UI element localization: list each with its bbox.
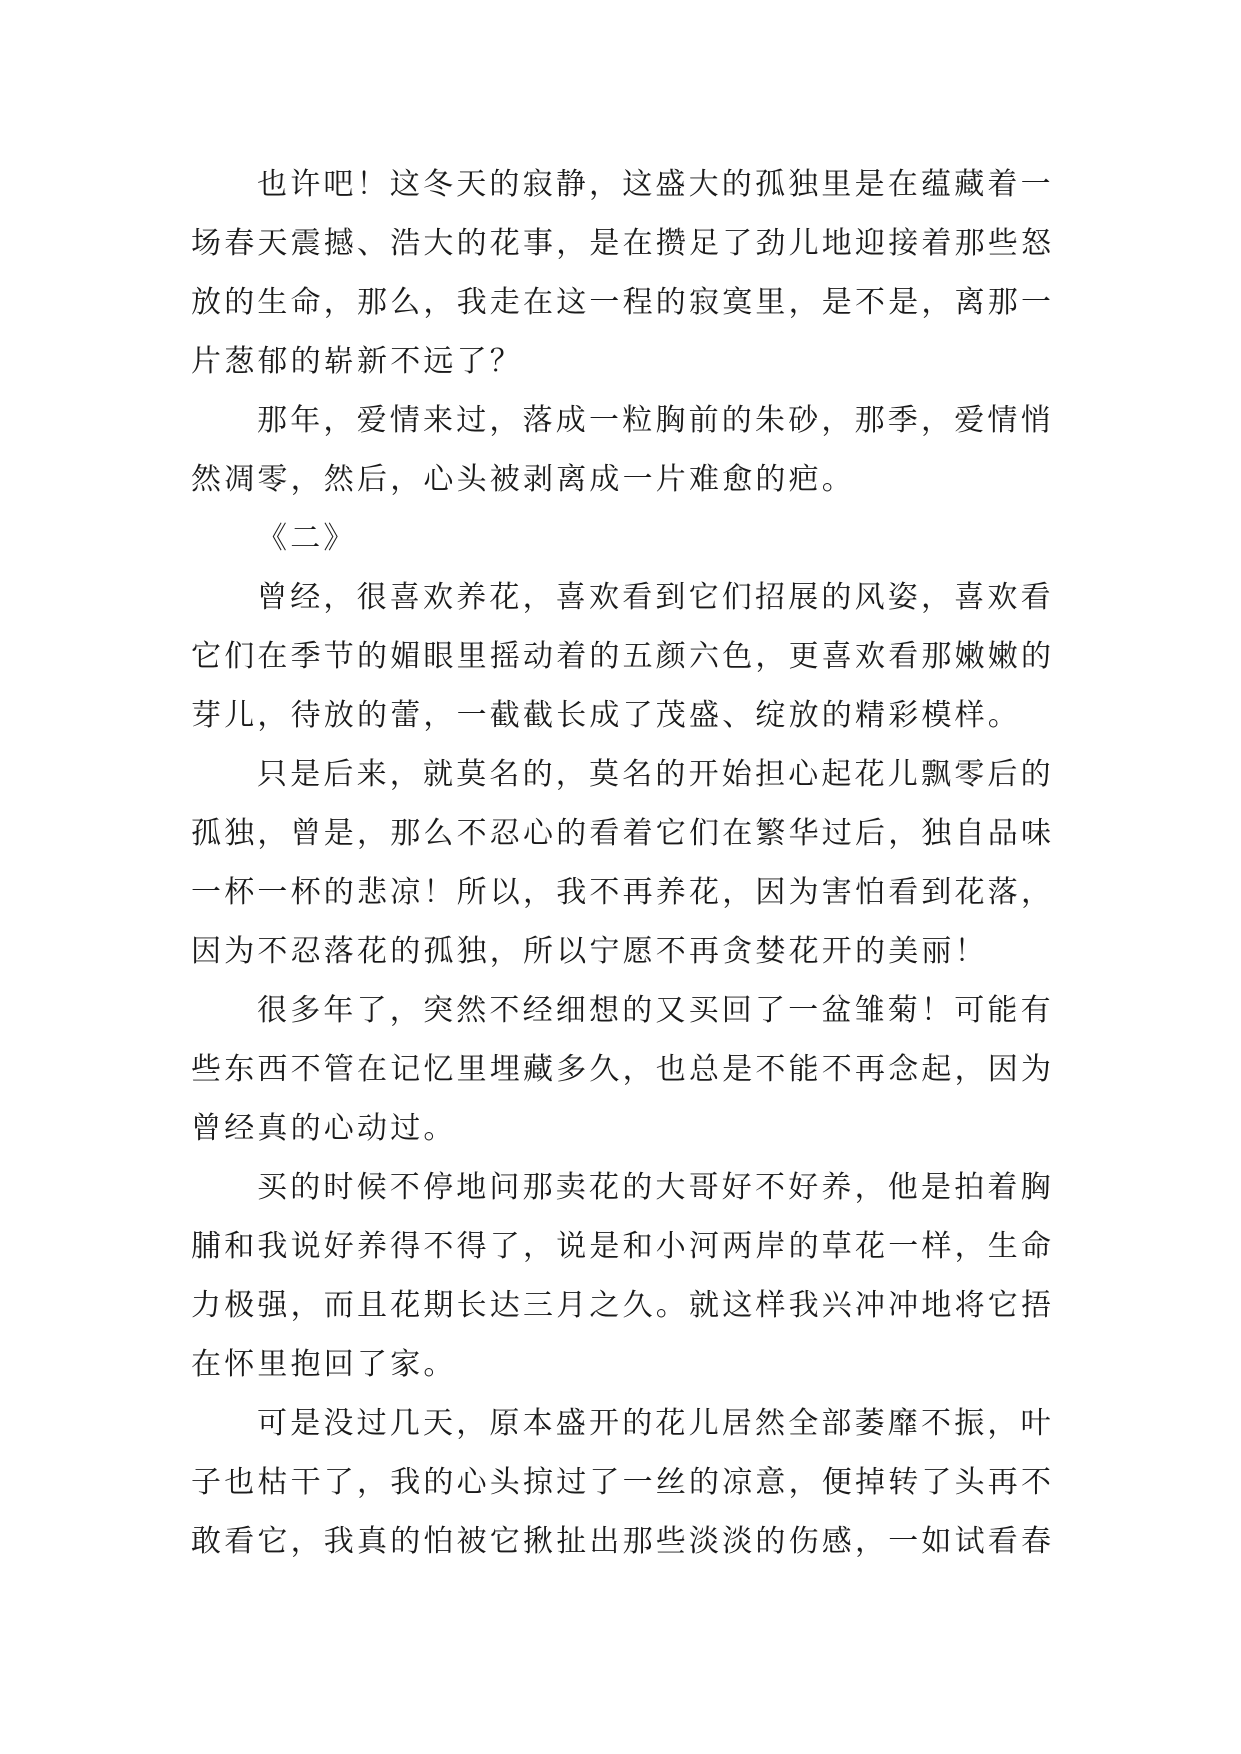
text-line: 很多年了，突然不经细想的又买回了一盆雏菊！可能有 (257, 993, 1054, 1028)
text-line: 子也枯干了，我的心头掠过了一丝的凉意，便掉转了头再不 (191, 1465, 1055, 1500)
text-line: 放的生命，那么，我走在这一程的寂寞里，是不是，离那一 (191, 285, 1055, 320)
text-line: 力极强，而且花期长达三月之久。就这样我兴冲冲地将它捂 (191, 1288, 1055, 1323)
section-heading: 《二》 (257, 521, 357, 556)
text-line: 曾经，很喜欢养花，喜欢看到它们招展的风姿，喜欢看 (257, 580, 1054, 615)
body-text (191, 155, 1055, 1571)
text-line: 一杯一杯的悲凉！所以，我不再养花，因为害怕看到花落， (191, 875, 1055, 910)
text-line: 它们在季节的媚眼里摇动着的五颜六色，更喜欢看那嫩嫩的 (191, 639, 1055, 674)
text-line: 也许吧！这冬天的寂静，这盛大的孤独里是在蕴藏着一 (257, 167, 1054, 202)
text-line: 买的时候不停地问那卖花的大哥好不好养，他是拍着胸 (257, 1170, 1054, 1205)
text-line: 在怀里抱回了家。 (191, 1347, 457, 1382)
text-line: 敢看它，我真的怕被它揪扯出那些淡淡的伤感，一如试看春 (191, 1524, 1055, 1559)
text-line: 孤独，曾是，那么不忍心的看着它们在繁华过后，独自品味 (191, 816, 1055, 851)
text-line: 只是后来，就莫名的，莫名的开始担心起花儿飘零后的 (257, 757, 1054, 792)
text-line: 些东西不管在记忆里埋藏多久，也总是不能不再念起，因为 (191, 1052, 1055, 1087)
text-line: 片葱郁的崭新不远了？ (191, 344, 523, 379)
text-line: 场春天震撼、浩大的花事，是在攒足了劲儿地迎接着那些怒 (191, 226, 1055, 261)
text-line: 然凋零，然后，心头被剥离成一片难愈的疤。 (191, 462, 855, 497)
text-line: 曾经真的心动过。 (191, 1111, 457, 1146)
text-line: 芽儿，待放的蕾，一截截长成了茂盛、绽放的精彩模样。 (191, 698, 1021, 733)
text-line: 可是没过几天，原本盛开的花儿居然全部萎靡不振，叶 (257, 1406, 1054, 1441)
text-line: 那年，爱情来过，落成一粒胸前的朱砂，那季，爱情悄 (257, 403, 1054, 438)
text-line: 因为不忍落花的孤独，所以宁愿不再贪婪花开的美丽！ (191, 934, 988, 969)
text-line: 脯和我说好养得不得了，说是和小河两岸的草花一样，生命 (191, 1229, 1055, 1264)
